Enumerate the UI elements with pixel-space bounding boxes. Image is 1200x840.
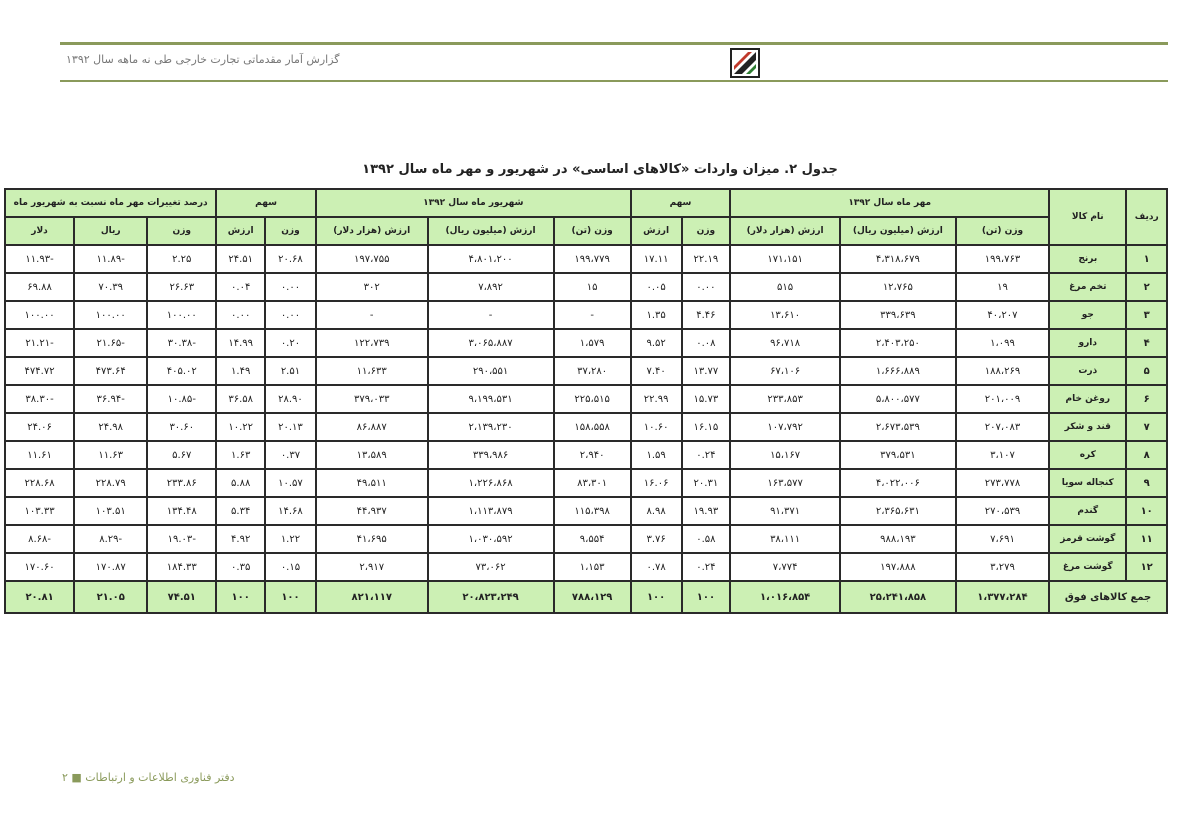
value-cell-s-w: ۰.۲۴ xyxy=(682,441,731,469)
subheader-value-million-rial: ارزش (میلیون ریال) xyxy=(428,217,554,245)
value-cell-m-d: ۲۳۳،۸۵۳ xyxy=(730,385,840,413)
table-body xyxy=(5,245,1167,613)
value-cell-c-r: ۲۲۸.۷۹ xyxy=(74,469,147,497)
value-cell-s2-w: ۱۰.۵۷ xyxy=(265,469,316,497)
value-cell-m-w: ۲۰۷،۰۸۳ xyxy=(956,413,1049,441)
row-number-cell: ۱۱ xyxy=(1126,525,1167,553)
value-cell-s-v: ۹.۵۲ xyxy=(631,329,682,357)
header-rule-bottom xyxy=(60,80,1168,82)
value-cell-s-w: ۰.۵۸ xyxy=(682,525,731,553)
value-cell-m-w: ۳،۱۰۷ xyxy=(956,441,1049,469)
row-number-cell: ۱۰ xyxy=(1126,497,1167,525)
value-cell-s-w: ۱۹.۹۳ xyxy=(682,497,731,525)
total-cell-m-w: ۱،۳۷۷،۲۸۴ xyxy=(956,581,1049,613)
value-cell-s2-w: ۲۰.۶۸ xyxy=(265,245,316,273)
value-cell-m-d: ۱۵،۱۶۷ xyxy=(730,441,840,469)
header-share-shahrivar: سهم xyxy=(216,189,316,217)
value-cell-c-r: ۱۰۳.۵۱ xyxy=(74,497,147,525)
value-cell-c-r: -۱۱.۸۹ xyxy=(74,245,147,273)
value-cell-s-w: ۱۳.۷۷ xyxy=(682,357,731,385)
value-cell-s-v: ۲۲.۹۹ xyxy=(631,385,682,413)
total-cell-s2-v: ۱۰۰ xyxy=(216,581,265,613)
value-cell-c-w: -۱۹.۰۳ xyxy=(147,525,216,553)
value-cell-s-v: ۱۰.۶۰ xyxy=(631,413,682,441)
value-cell-h-w: ۹،۵۵۴ xyxy=(554,525,631,553)
value-cell-c-w: -۱۰.۸۵ xyxy=(147,385,216,413)
value-cell-m-w: ۲۷۳،۷۷۸ xyxy=(956,469,1049,497)
value-cell-m-w: ۱۸۸،۲۶۹ xyxy=(956,357,1049,385)
value-cell-m-r: ۲،۴۰۳،۲۵۰ xyxy=(840,329,956,357)
total-cell-c-r: ۲۱.۰۵ xyxy=(74,581,147,613)
value-cell-c-w: ۳۰.۶۰ xyxy=(147,413,216,441)
commodity-name-cell: کره xyxy=(1049,441,1126,469)
value-cell-h-r: ۲،۱۳۹،۲۳۰ xyxy=(428,413,554,441)
page-header-title: گزارش آمار مقدماتی تجارت خارجی طی نه ماهه سال ۱۳۹۲ xyxy=(66,53,340,66)
value-cell-s-w: ۰.۰۰ xyxy=(682,273,731,301)
value-cell-s2-v: ۰.۰۰ xyxy=(216,301,265,329)
row-number-cell: ۸ xyxy=(1126,441,1167,469)
value-cell-m-r: ۴،۰۲۲،۰۰۶ xyxy=(840,469,956,497)
value-cell-c-d: ۱۰۳.۳۳ xyxy=(5,497,74,525)
commodity-name-cell: تخم مرغ xyxy=(1049,273,1126,301)
value-cell-m-r: ۲،۳۶۵،۶۳۱ xyxy=(840,497,956,525)
table-row xyxy=(5,329,1167,357)
value-cell-c-w: ۱۸۴.۳۳ xyxy=(147,553,216,581)
value-cell-c-d: ۴۷۴.۷۲ xyxy=(5,357,74,385)
header-change: درصد تغییرات مهر ماه نسبت به شهریور ماه xyxy=(5,189,216,217)
commodity-name-cell: کنجاله سویا xyxy=(1049,469,1126,497)
subheader-rial: ریال xyxy=(74,217,147,245)
table-row xyxy=(5,525,1167,553)
value-cell-c-d: ۱۱.۶۱ xyxy=(5,441,74,469)
value-cell-m-r: ۹۸۸،۱۹۳ xyxy=(840,525,956,553)
table-row xyxy=(5,553,1167,581)
value-cell-s2-v: ۲۴.۵۱ xyxy=(216,245,265,273)
commodity-name-cell: روغن خام xyxy=(1049,385,1126,413)
value-cell-m-w: ۱۹۹،۷۶۳ xyxy=(956,245,1049,273)
header-share-mehr: سهم xyxy=(631,189,731,217)
value-cell-m-d: ۱۰۷،۷۹۲ xyxy=(730,413,840,441)
value-cell-m-d: ۱۳،۶۱۰ xyxy=(730,301,840,329)
table-row xyxy=(5,301,1167,329)
row-number-cell: ۵ xyxy=(1126,357,1167,385)
value-cell-h-r: ۷،۸۹۲ xyxy=(428,273,554,301)
subheader-dollar: دلار xyxy=(5,217,74,245)
subheader-value-thousand-dollar: ارزش (هزار دلار) xyxy=(316,217,428,245)
total-cell-h-w: ۷۸۸،۱۲۹ xyxy=(554,581,631,613)
value-cell-s2-v: ۵.۸۸ xyxy=(216,469,265,497)
value-cell-m-d: ۶۷،۱۰۶ xyxy=(730,357,840,385)
value-cell-c-w: ۲.۲۵ xyxy=(147,245,216,273)
header-row-group xyxy=(5,189,1167,217)
commodity-name-cell: ذرت xyxy=(1049,357,1126,385)
value-cell-c-d: -۱۱.۹۳ xyxy=(5,245,74,273)
value-cell-h-r: ۱،۰۳۰،۵۹۲ xyxy=(428,525,554,553)
subheader-weight: وزن xyxy=(265,217,316,245)
subheader-weight-ton: وزن (تن) xyxy=(554,217,631,245)
value-cell-m-w: ۲۰۱،۰۰۹ xyxy=(956,385,1049,413)
value-cell-h-r: ۷۳،۰۶۲ xyxy=(428,553,554,581)
imports-table xyxy=(4,188,1168,614)
row-number-cell: ۹ xyxy=(1126,469,1167,497)
value-cell-m-d: ۹۶،۷۱۸ xyxy=(730,329,840,357)
value-cell-c-r: ۴۷۳.۶۴ xyxy=(74,357,147,385)
total-row xyxy=(5,581,1167,613)
value-cell-s2-v: ۴.۹۲ xyxy=(216,525,265,553)
value-cell-c-r: -۲۱.۶۵ xyxy=(74,329,147,357)
subheader-value-million-rial: ارزش (میلیون ریال) xyxy=(840,217,956,245)
value-cell-h-d: ۳۷۹،۰۳۳ xyxy=(316,385,428,413)
value-cell-s2-w: ۲۸.۹۰ xyxy=(265,385,316,413)
table-row xyxy=(5,385,1167,413)
value-cell-c-r: ۱۰۰.۰۰ xyxy=(74,301,147,329)
value-cell-m-w: ۱۹ xyxy=(956,273,1049,301)
value-cell-m-d: ۷،۷۷۴ xyxy=(730,553,840,581)
value-cell-c-r: -۳۶.۹۴ xyxy=(74,385,147,413)
value-cell-m-w: ۲۷۰،۵۳۹ xyxy=(956,497,1049,525)
value-cell-c-r: -۸.۲۹ xyxy=(74,525,147,553)
total-cell-s2-w: ۱۰۰ xyxy=(265,581,316,613)
value-cell-m-r: ۳۳۹،۶۳۹ xyxy=(840,301,956,329)
value-cell-h-w: - xyxy=(554,301,631,329)
value-cell-h-d: ۳۰۲ xyxy=(316,273,428,301)
row-number-cell: ۶ xyxy=(1126,385,1167,413)
commodity-name-cell: گوشت قرمز xyxy=(1049,525,1126,553)
value-cell-c-w: -۳۰.۳۸ xyxy=(147,329,216,357)
total-cell-h-r: ۲۰،۸۲۳،۲۴۹ xyxy=(428,581,554,613)
value-cell-h-w: ۱۹۹،۷۷۹ xyxy=(554,245,631,273)
value-cell-c-d: ۱۰۰.۰۰ xyxy=(5,301,74,329)
total-cell-m-r: ۲۵،۲۴۱،۸۵۸ xyxy=(840,581,956,613)
subheader-value: ارزش xyxy=(631,217,682,245)
value-cell-s2-v: ۱۴.۹۹ xyxy=(216,329,265,357)
total-cell-h-d: ۸۲۱،۱۱۷ xyxy=(316,581,428,613)
header-rule-top xyxy=(60,42,1168,45)
header-row-no: ردیف xyxy=(1126,189,1167,245)
value-cell-s2-w: ۰.۰۰ xyxy=(265,273,316,301)
total-label-cell: جمع کالاهای فوق xyxy=(1049,581,1167,613)
value-cell-s2-v: ۳۶.۵۸ xyxy=(216,385,265,413)
value-cell-h-d: ۴۴،۹۳۷ xyxy=(316,497,428,525)
value-cell-s2-w: ۰.۱۵ xyxy=(265,553,316,581)
value-cell-h-d: ۱۹۷،۷۵۵ xyxy=(316,245,428,273)
total-cell-c-w: ۷۴.۵۱ xyxy=(147,581,216,613)
commodity-name-cell: قند و شکر xyxy=(1049,413,1126,441)
value-cell-h-r: ۹،۱۹۹،۵۳۱ xyxy=(428,385,554,413)
row-number-cell: ۱ xyxy=(1126,245,1167,273)
total-cell-c-d: ۲۰.۸۱ xyxy=(5,581,74,613)
value-cell-m-r: ۳۷۹،۵۳۱ xyxy=(840,441,956,469)
header-shahrivar: شهریور ماه سال ۱۳۹۲ xyxy=(316,189,631,217)
commodity-name-cell: برنج xyxy=(1049,245,1126,273)
value-cell-h-w: ۸۳،۳۰۱ xyxy=(554,469,631,497)
imports-table-container xyxy=(4,188,1168,614)
value-cell-s2-w: ۱.۲۲ xyxy=(265,525,316,553)
value-cell-m-w: ۱،۰۹۹ xyxy=(956,329,1049,357)
value-cell-s2-w: ۱۴.۶۸ xyxy=(265,497,316,525)
total-cell-m-d: ۱،۰۱۶،۸۵۴ xyxy=(730,581,840,613)
value-cell-h-d: ۴۹،۵۱۱ xyxy=(316,469,428,497)
value-cell-s-v: ۸.۹۸ xyxy=(631,497,682,525)
value-cell-c-r: ۱۷۰.۸۷ xyxy=(74,553,147,581)
value-cell-h-d: ۱۲۲،۷۳۹ xyxy=(316,329,428,357)
value-cell-s-v: ۱.۵۹ xyxy=(631,441,682,469)
value-cell-m-r: ۲،۶۷۳،۵۳۹ xyxy=(840,413,956,441)
value-cell-h-w: ۱،۵۷۹ xyxy=(554,329,631,357)
value-cell-m-r: ۱،۶۶۶،۸۸۹ xyxy=(840,357,956,385)
row-number-cell: ۲ xyxy=(1126,273,1167,301)
value-cell-c-w: ۱۰۰.۰۰ xyxy=(147,301,216,329)
value-cell-h-w: ۱۱۵،۳۹۸ xyxy=(554,497,631,525)
value-cell-c-w: ۱۳۴.۴۸ xyxy=(147,497,216,525)
value-cell-s2-w: ۰.۲۰ xyxy=(265,329,316,357)
value-cell-s2-v: ۱.۴۹ xyxy=(216,357,265,385)
value-cell-s-w: ۰.۲۴ xyxy=(682,553,731,581)
value-cell-s-v: ۷.۴۰ xyxy=(631,357,682,385)
value-cell-s2-v: ۰.۳۵ xyxy=(216,553,265,581)
row-number-cell: ۱۲ xyxy=(1126,553,1167,581)
value-cell-h-w: ۲،۹۴۰ xyxy=(554,441,631,469)
value-cell-h-w: ۱۵۸،۵۵۸ xyxy=(554,413,631,441)
value-cell-c-d: -۳۸.۳۰ xyxy=(5,385,74,413)
row-number-cell: ۳ xyxy=(1126,301,1167,329)
value-cell-s2-w: ۰.۰۰ xyxy=(265,301,316,329)
value-cell-s-v: ۳.۷۶ xyxy=(631,525,682,553)
row-number-cell: ۴ xyxy=(1126,329,1167,357)
value-cell-h-w: ۱،۱۵۳ xyxy=(554,553,631,581)
value-cell-c-w: ۵.۶۷ xyxy=(147,441,216,469)
value-cell-h-r: ۴،۸۰۱،۲۰۰ xyxy=(428,245,554,273)
value-cell-h-r: ۲۹۰،۵۵۱ xyxy=(428,357,554,385)
value-cell-h-d: - xyxy=(316,301,428,329)
value-cell-h-w: ۳۷،۲۸۰ xyxy=(554,357,631,385)
value-cell-c-d: -۸.۶۸ xyxy=(5,525,74,553)
table-row xyxy=(5,413,1167,441)
value-cell-h-r: ۳۳۹،۹۸۶ xyxy=(428,441,554,469)
value-cell-c-w: ۲۳۳.۸۶ xyxy=(147,469,216,497)
table-row xyxy=(5,497,1167,525)
value-cell-h-r: ۱،۲۲۶،۸۶۸ xyxy=(428,469,554,497)
subheader-weight-ton: وزن (تن) xyxy=(956,217,1049,245)
commodity-name-cell: گوشت مرغ xyxy=(1049,553,1126,581)
value-cell-m-w: ۷،۶۹۱ xyxy=(956,525,1049,553)
value-cell-c-d: ۲۴.۰۶ xyxy=(5,413,74,441)
subheader-value: ارزش xyxy=(216,217,265,245)
value-cell-s-v: ۰.۰۵ xyxy=(631,273,682,301)
table-row xyxy=(5,357,1167,385)
value-cell-m-r: ۴،۳۱۸،۶۷۹ xyxy=(840,245,956,273)
value-cell-c-d: ۶۹.۸۸ xyxy=(5,273,74,301)
value-cell-s-w: ۲۲.۱۹ xyxy=(682,245,731,273)
value-cell-m-d: ۹۱،۳۷۱ xyxy=(730,497,840,525)
total-cell-s-w: ۱۰۰ xyxy=(682,581,731,613)
commodity-name-cell: جو xyxy=(1049,301,1126,329)
value-cell-s2-w: ۲.۵۱ xyxy=(265,357,316,385)
value-cell-s-w: ۱۶.۱۵ xyxy=(682,413,731,441)
header-row-sub xyxy=(5,217,1167,245)
value-cell-s-w: ۴.۴۶ xyxy=(682,301,731,329)
table-row xyxy=(5,245,1167,273)
value-cell-s-v: ۱.۳۵ xyxy=(631,301,682,329)
value-cell-h-d: ۱۱،۶۳۳ xyxy=(316,357,428,385)
value-cell-m-d: ۵۱۵ xyxy=(730,273,840,301)
value-cell-s2-v: ۱.۶۳ xyxy=(216,441,265,469)
value-cell-s2-w: ۲۰.۱۳ xyxy=(265,413,316,441)
value-cell-s2-v: ۱۰.۲۲ xyxy=(216,413,265,441)
table-row xyxy=(5,469,1167,497)
table-caption: جدول ۲. میزان واردات «کالاهای اساسی» در شهریور و مهر ماه سال ۱۳۹۲ xyxy=(362,162,838,177)
value-cell-s-v: ۱۶.۰۶ xyxy=(631,469,682,497)
value-cell-m-d: ۱۷۱،۱۵۱ xyxy=(730,245,840,273)
value-cell-c-r: ۲۴.۹۸ xyxy=(74,413,147,441)
value-cell-s-w: ۰.۰۸ xyxy=(682,329,731,357)
value-cell-h-r: - xyxy=(428,301,554,329)
value-cell-s2-v: ۰.۰۴ xyxy=(216,273,265,301)
value-cell-m-d: ۱۶۳،۵۷۷ xyxy=(730,469,840,497)
value-cell-s-w: ۱۵.۷۳ xyxy=(682,385,731,413)
row-number-cell: ۷ xyxy=(1126,413,1167,441)
value-cell-m-w: ۳،۲۷۹ xyxy=(956,553,1049,581)
value-cell-s-v: ۱۷.۱۱ xyxy=(631,245,682,273)
value-cell-c-w: ۴۰۵.۰۲ xyxy=(147,357,216,385)
value-cell-h-d: ۸۶،۸۸۷ xyxy=(316,413,428,441)
value-cell-h-r: ۱،۱۱۳،۸۷۹ xyxy=(428,497,554,525)
value-cell-c-r: ۱۱.۶۳ xyxy=(74,441,147,469)
value-cell-h-d: ۲،۹۱۷ xyxy=(316,553,428,581)
commodity-name-cell: دارو xyxy=(1049,329,1126,357)
value-cell-h-d: ۴۱،۶۹۵ xyxy=(316,525,428,553)
value-cell-h-r: ۳،۰۶۵،۸۸۷ xyxy=(428,329,554,357)
value-cell-m-d: ۳۸،۱۱۱ xyxy=(730,525,840,553)
value-cell-c-d: -۲۱.۲۱ xyxy=(5,329,74,357)
value-cell-m-r: ۵،۸۰۰،۵۷۷ xyxy=(840,385,956,413)
value-cell-s-v: ۰.۷۸ xyxy=(631,553,682,581)
value-cell-m-r: ۱۲،۷۶۵ xyxy=(840,273,956,301)
value-cell-c-w: ۲۶.۶۳ xyxy=(147,273,216,301)
value-cell-s2-v: ۵.۳۴ xyxy=(216,497,265,525)
value-cell-c-d: ۲۲۸.۶۸ xyxy=(5,469,74,497)
table-row xyxy=(5,273,1167,301)
value-cell-c-d: ۱۷۰.۶۰ xyxy=(5,553,74,581)
value-cell-s2-w: ۰.۳۷ xyxy=(265,441,316,469)
value-cell-c-r: ۷۰.۳۹ xyxy=(74,273,147,301)
value-cell-h-d: ۱۳،۵۸۹ xyxy=(316,441,428,469)
header-name: نام کالا xyxy=(1049,189,1126,245)
header-mehr: مهر ماه سال ۱۳۹۲ xyxy=(730,189,1049,217)
page-footer: دفتر فناوری اطلاعات و ارتباطات ■ ۲ xyxy=(62,771,235,784)
organization-logo-icon xyxy=(730,48,760,78)
value-cell-h-w: ۱۵ xyxy=(554,273,631,301)
value-cell-s-w: ۲۰.۳۱ xyxy=(682,469,731,497)
subheader-value-thousand-dollar: ارزش (هزار دلار) xyxy=(730,217,840,245)
subheader-weight: وزن xyxy=(682,217,731,245)
value-cell-h-w: ۲۲۵،۵۱۵ xyxy=(554,385,631,413)
value-cell-m-w: ۴۰،۲۰۷ xyxy=(956,301,1049,329)
subheader-weight: وزن xyxy=(147,217,216,245)
total-cell-s-v: ۱۰۰ xyxy=(631,581,682,613)
value-cell-m-r: ۱۹۷،۸۸۸ xyxy=(840,553,956,581)
commodity-name-cell: گندم xyxy=(1049,497,1126,525)
table-row xyxy=(5,441,1167,469)
